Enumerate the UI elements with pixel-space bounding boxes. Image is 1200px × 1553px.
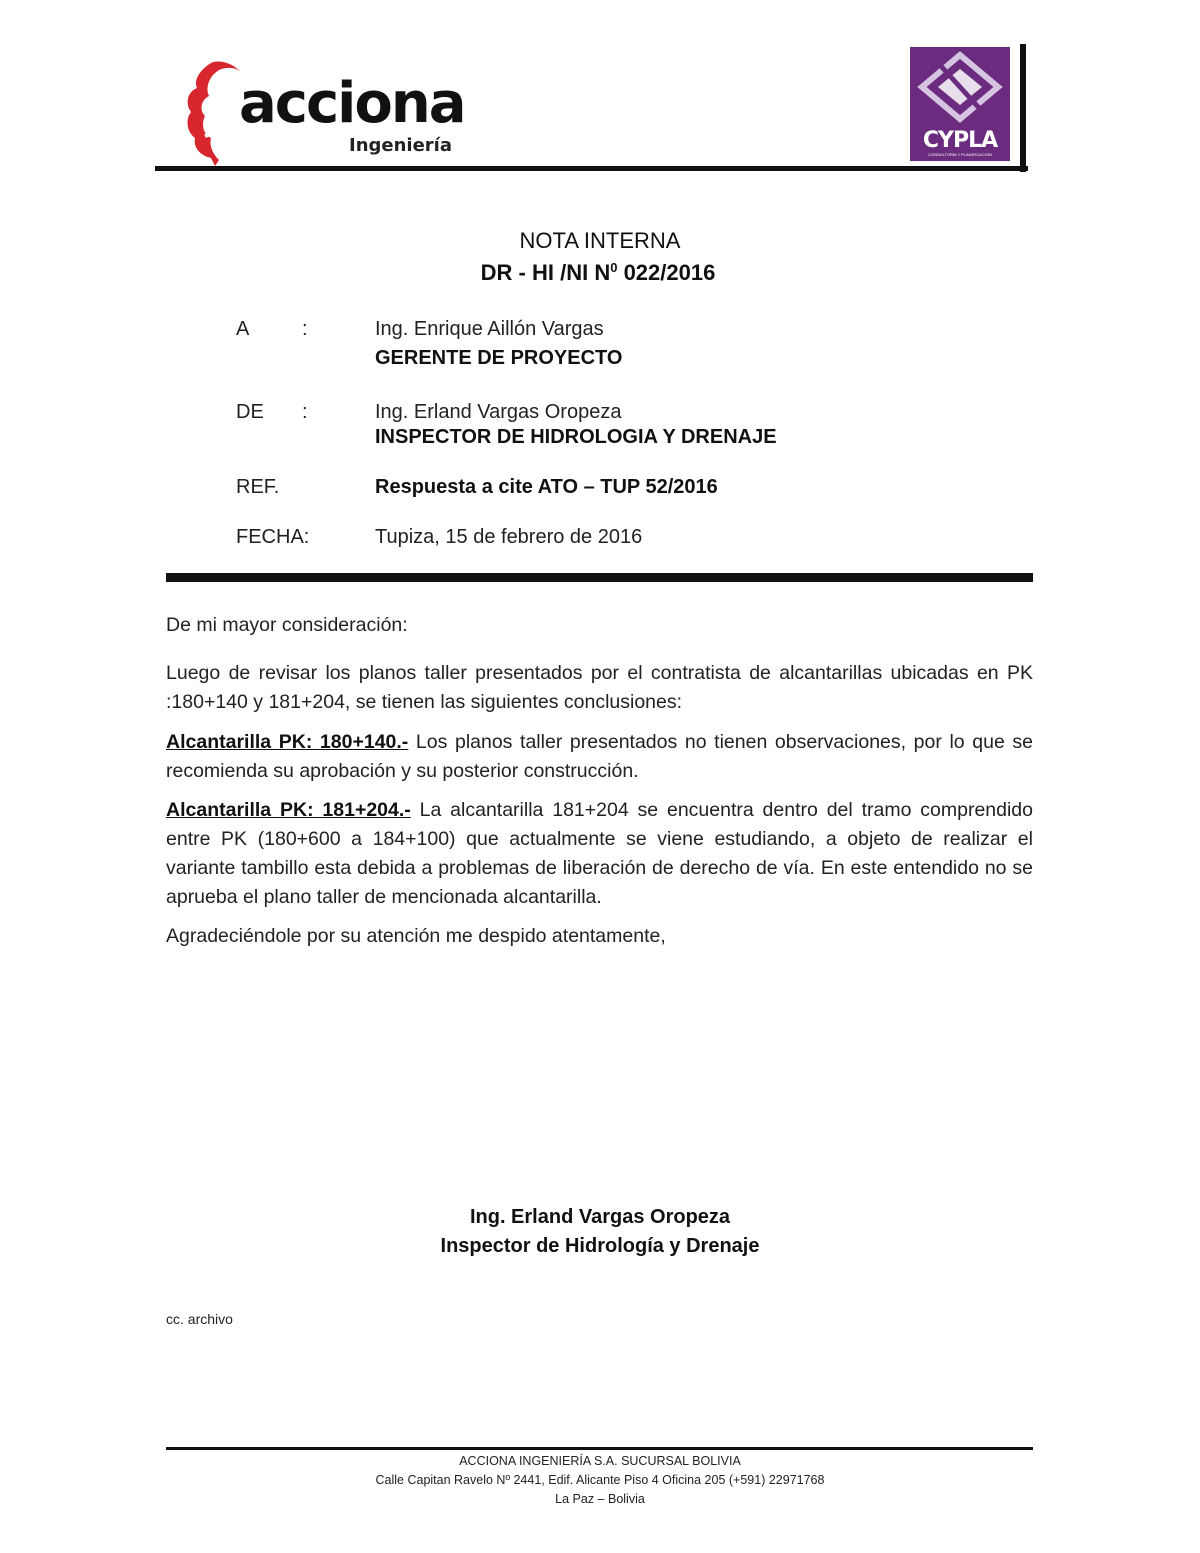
cc-note: cc. archivo — [166, 1311, 233, 1327]
from-label: DE — [236, 401, 264, 423]
cypla-subtitle: CONSULTORÍA Y PLANIFICACIÓN — [928, 153, 992, 157]
body-divider — [166, 573, 1033, 582]
culvert-2-text: La alcantarilla 181+204 se encuentra dentro del tramo comprendido entre PK (180+600 a 184+100) que actualmente se viene estudiando, a objeto de realizar el variante tambillo esta debida a problemas de liberación de derecho de vía. En este entendido no se aprueba el plano taller de mencionada alcantarilla. — [166, 799, 1033, 908]
greeting: De mi mayor consideración: — [166, 614, 408, 636]
document-title: NOTA INTERNA — [519, 228, 681, 253]
culvert-2-heading: Alcantarilla PK: 181+204.- — [166, 799, 411, 821]
culvert-1-text: Los planos taller presentados no tienen observaciones, por lo que se recomienda su aprobación y su posterior construcción. — [166, 731, 1033, 782]
from-name: Ing. Erland Vargas Oropeza — [375, 401, 622, 423]
acciona-logo — [183, 58, 465, 168]
document-code-suffix: 022/2016 — [617, 260, 716, 285]
date-value: Tupiza, 15 de febrero de 2016 — [375, 526, 643, 548]
to-title: GERENTE DE PROYECTO — [375, 347, 623, 369]
date-label: FECHA: — [236, 526, 310, 548]
acciona-subtitle: Ingeniería — [349, 135, 452, 156]
to-name: Ing. Enrique Aillón Vargas — [375, 318, 604, 340]
footer-divider — [166, 1447, 1033, 1450]
closing: Agradeciéndole por su atención me despido atentamente, — [166, 925, 666, 947]
from-title: INSPECTOR DE HIDROLOGIA Y DRENAJE — [375, 426, 777, 448]
paragraph-culvert-1 — [166, 728, 1033, 786]
footer-city: La Paz – Bolivia — [555, 1492, 645, 1506]
document-code-prefix: DR - HI /NI N — [480, 260, 611, 285]
cypla-diamond-icon — [910, 47, 1010, 129]
cypla-logo — [906, 44, 1030, 174]
cypla-side-bar — [1020, 44, 1026, 172]
document-code-sup: 0 — [610, 260, 618, 275]
acciona-wordmark: acciona — [239, 71, 465, 136]
acciona-leaf-icon — [183, 58, 243, 166]
footer-address: Calle Capitan Ravelo Nº 2441, Edif. Alicante Piso 4 Oficina 205 (+591) 22971768 — [375, 1473, 825, 1487]
header-divider — [155, 166, 1028, 171]
culvert-1-heading: Alcantarilla PK: 180+140.- — [166, 731, 409, 753]
signature-name: Ing. Erland Vargas Oropeza — [469, 1206, 731, 1228]
paragraph-culvert-2 — [166, 796, 1033, 912]
paragraph-intro: Luego de revisar los planos taller presentados por el contratista de alcantarillas ubicadas en PK :180+140 y 181+204, se tienen las siguientes conclusiones: — [166, 662, 1033, 713]
document-code — [0, 261, 1198, 284]
cypla-wordmark: CYPLA — [922, 128, 998, 153]
ref-label: REF. — [236, 476, 280, 498]
footer-company: ACCIONA INGENIERÍA S.A. SUCURSAL BOLIVIA — [459, 1454, 741, 1468]
to-label: A — [236, 318, 250, 340]
to-colon: : — [302, 318, 308, 340]
cypla-badge — [910, 47, 1010, 161]
signature-role: Inspector de Hidrología y Drenaje — [440, 1235, 760, 1257]
ref-value: Respuesta a cite ATO – TUP 52/2016 — [375, 476, 718, 498]
from-colon: : — [302, 401, 308, 423]
